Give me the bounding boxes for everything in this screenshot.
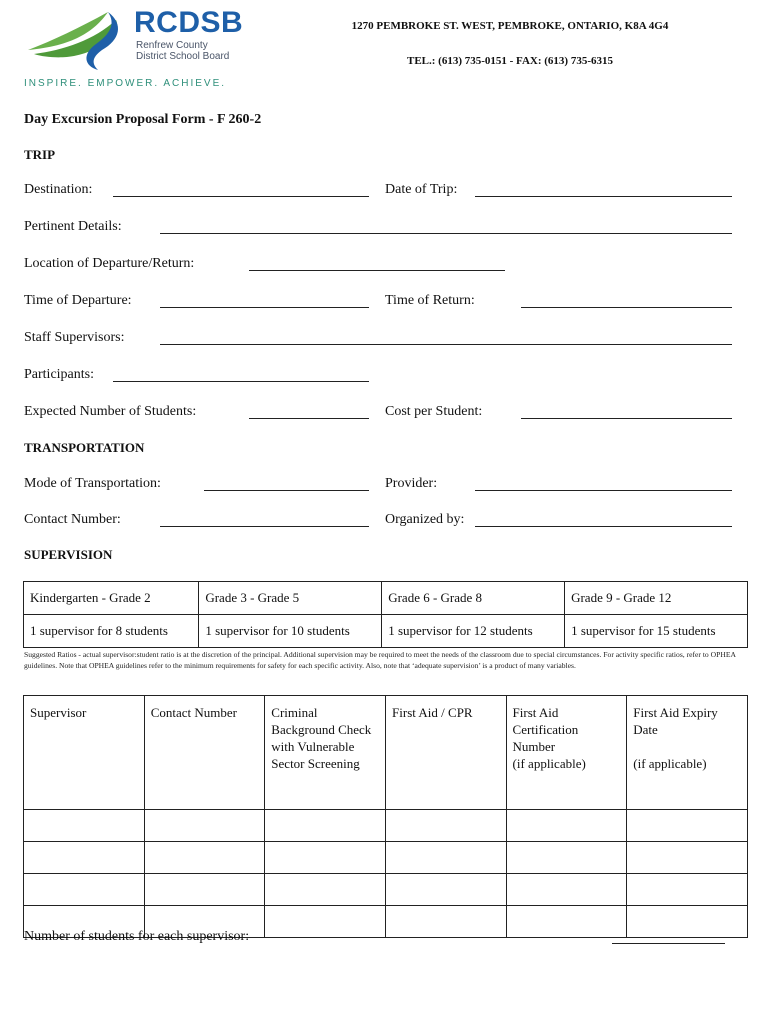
table-cell[interactable]	[386, 874, 507, 906]
table-cell[interactable]	[24, 874, 145, 906]
table-cell[interactable]	[506, 874, 627, 906]
cost-per-student-label: Cost per Student:	[385, 404, 483, 419]
location-field[interactable]	[249, 270, 505, 271]
expected-students-field[interactable]	[249, 418, 369, 419]
supervisor-table	[23, 695, 748, 938]
provider-field[interactable]	[475, 490, 732, 491]
ratio-value-cell: 1 supervisor for 8 students	[24, 615, 199, 648]
table-cell[interactable]	[627, 810, 748, 842]
table-cell[interactable]	[506, 906, 627, 938]
table-cell[interactable]	[386, 810, 507, 842]
first-aid-expiry-header: First Aid Expiry Date (if applicable)	[627, 696, 748, 810]
students-per-supervisor-field[interactable]	[612, 943, 725, 944]
table-cell[interactable]	[144, 810, 265, 842]
tagline: INSPIRE. EMPOWER. ACHIEVE.	[24, 78, 227, 89]
contact-number-field[interactable]	[160, 526, 369, 527]
participants-label: Participants:	[24, 367, 94, 382]
contact-number-label: Contact Number:	[24, 512, 121, 527]
destination-field[interactable]	[113, 196, 369, 197]
brand-name: RCDSB	[134, 6, 244, 39]
section-trip-heading: TRIP	[24, 147, 56, 162]
table-cell[interactable]	[265, 810, 386, 842]
table-cell[interactable]	[627, 842, 748, 874]
pertinent-details-field[interactable]	[160, 233, 732, 234]
time-return-field[interactable]	[521, 307, 732, 308]
supervisor-header: Supervisor	[24, 696, 145, 810]
section-supervision-heading: SUPERVISION	[24, 547, 113, 562]
supervision-ratio-table	[23, 581, 748, 648]
table-cell[interactable]	[24, 810, 145, 842]
section-transportation-heading: TRANSPORTATION	[24, 440, 145, 455]
mode-transportation-label: Mode of Transportation:	[24, 476, 161, 491]
students-per-supervisor-label: Number of students for each supervisor:	[24, 929, 250, 944]
table-cell[interactable]	[506, 842, 627, 874]
first-aid-cert-header: First Aid Certification Number (if applicable)	[506, 696, 627, 810]
organized-by-label: Organized by:	[385, 512, 465, 527]
ratio-value-cell: 1 supervisor for 15 students	[565, 615, 748, 648]
ratio-grade-cell: Grade 6 - Grade 8	[382, 582, 565, 615]
organized-by-field[interactable]	[475, 526, 732, 527]
pertinent-details-label: Pertinent Details:	[24, 219, 122, 234]
expected-students-label: Expected Number of Students:	[24, 404, 197, 419]
destination-label: Destination:	[24, 182, 93, 197]
participants-field[interactable]	[113, 381, 369, 382]
table-cell[interactable]	[386, 906, 507, 938]
table-cell[interactable]	[24, 842, 145, 874]
date-of-trip-field[interactable]	[475, 196, 732, 197]
location-label: Location of Departure/Return:	[24, 256, 195, 271]
time-return-label: Time of Return:	[385, 293, 475, 308]
ratio-grade-cell: Kindergarten - Grade 2	[24, 582, 199, 615]
ratio-grade-cell: Grade 3 - Grade 5	[199, 582, 382, 615]
first-aid-cpr-header: First Aid / CPR	[386, 696, 507, 810]
table-cell[interactable]	[627, 874, 748, 906]
brand-subtitle-2: District School Board	[136, 51, 230, 62]
table-cell[interactable]	[144, 874, 265, 906]
table-cell[interactable]	[265, 906, 386, 938]
ratio-value-cell: 1 supervisor for 12 students	[382, 615, 565, 648]
brand-subtitle-1: Renfrew County	[136, 40, 208, 51]
table-cell[interactable]	[506, 810, 627, 842]
form-title: Day Excursion Proposal Form - F 260-2	[24, 112, 262, 127]
table-cell[interactable]	[144, 842, 265, 874]
criminal-check-header: Criminal Background Check with Vulnerable Sector Screening	[265, 696, 386, 810]
ratio-note: Suggested Ratios - actual supervisor:student ratio is at the discretion of the principal. Additional supervision may be required to meet the needs of the classroom due to special circumstances. For activity specific ratios, refer to OPHEA guidelines. Note that OPHEA guidelines refer to the minimum requirements for safety for each specific activity. Also, note that ‘adequate supervision’ is a product of many variables.	[24, 650, 736, 670]
time-departure-field[interactable]	[160, 307, 369, 308]
phone-fax: TEL.: (613) 735-0151 - FAX: (613) 735-6315	[406, 55, 614, 67]
contact-number-header: Contact Number	[144, 696, 265, 810]
cost-per-student-field[interactable]	[521, 418, 732, 419]
table-cell[interactable]	[265, 842, 386, 874]
date-of-trip-label: Date of Trip:	[385, 182, 458, 197]
staff-supervisors-field[interactable]	[160, 344, 732, 345]
mode-transportation-field[interactable]	[204, 490, 369, 491]
table-cell[interactable]	[386, 842, 507, 874]
table-cell[interactable]	[265, 874, 386, 906]
address: 1270 PEMBROKE ST. WEST, PEMBROKE, ONTARIO, K8A 4G4	[351, 20, 669, 32]
table-cell[interactable]	[627, 906, 748, 938]
time-departure-label: Time of Departure:	[24, 293, 132, 308]
ratio-grade-cell: Grade 9 - Grade 12	[565, 582, 748, 615]
ratio-value-cell: 1 supervisor for 10 students	[199, 615, 382, 648]
provider-label: Provider:	[385, 476, 438, 491]
staff-supervisors-label: Staff Supervisors:	[24, 330, 125, 345]
